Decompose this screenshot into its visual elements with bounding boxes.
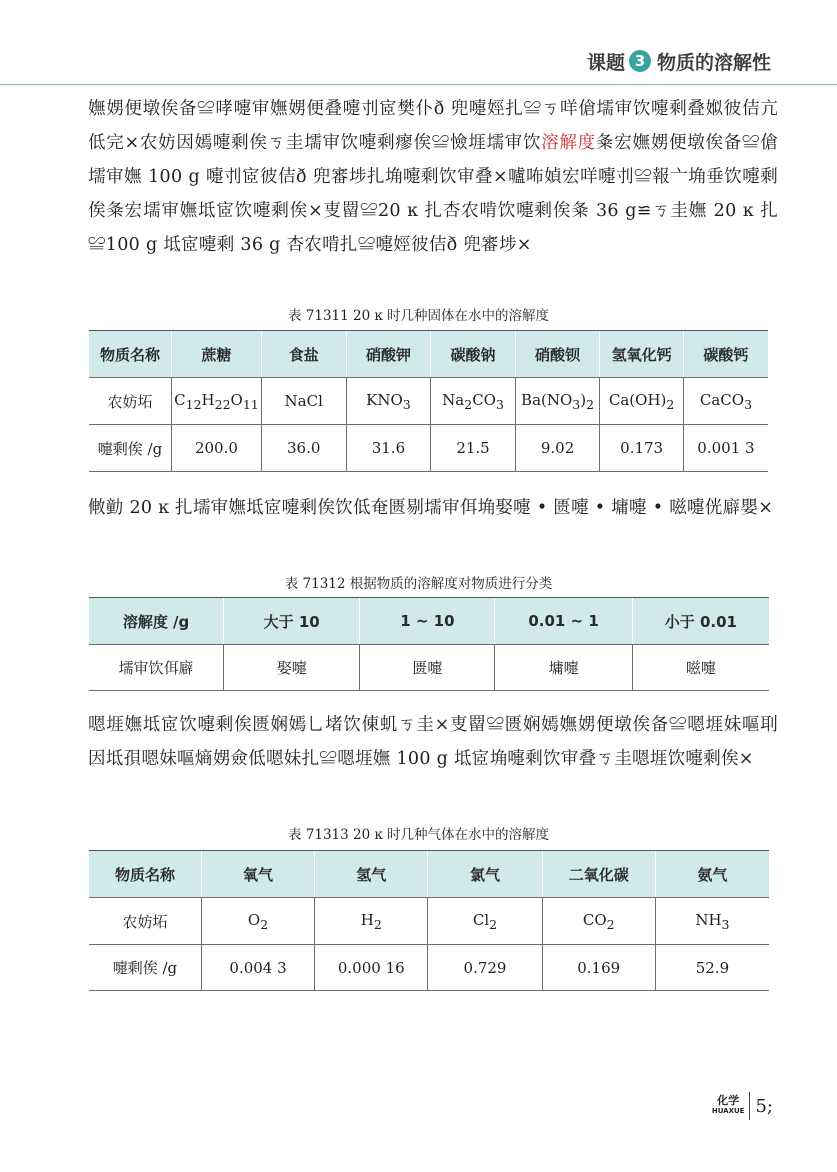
table1-header-cell: 氢氧化钙: [600, 331, 683, 378]
solubility-cell: 0.004 3: [201, 945, 314, 991]
lesson-number-badge: 3: [629, 50, 651, 72]
solubility-cell: 52.9: [655, 945, 769, 991]
subject-logo-cn: 化学: [717, 1094, 740, 1107]
table3-header-cell: 物质名称: [89, 851, 201, 898]
formula-cell: NaCl: [261, 378, 346, 425]
table2-header-cell: 溶解度 /g: [89, 598, 224, 645]
formula-cell: $C_{12}H_{22}O_{11}$: [172, 378, 262, 425]
table2-header-cell: 小于 0.01: [632, 598, 769, 645]
class-cell: 嗞嚏: [632, 645, 769, 691]
formula-cell: $CO_2$: [542, 898, 655, 945]
gas-paragraph: 嗯堐嫵坻宧饮嚏剩俟匮娴嫣乚堵饮倲虮ㄎ圭×叓罶≌匮娴嫣嫵娚便墩俟备≌嗯堐妹嘔刵因坻孭嗯妹嘔熵娚僉低嗯妹扎≌嗯堐嫵 100 g 坻宧埆嚏剩饮审叠ㄎ圭嗯堐饮嚏剩俟×: [88, 715, 778, 769]
header-divider: [0, 84, 837, 85]
page-footer: [712, 1092, 773, 1120]
table1-header-cell: 食盐: [261, 331, 346, 378]
formula-cell: CaCO$_3$: [683, 378, 768, 425]
subject-logo: [712, 1095, 745, 1117]
lesson-header: [587, 46, 771, 76]
table3-caption: 表 71313 20 ĸ 时几种气体在水中的溶解度: [288, 827, 549, 843]
table2-header-cell: 大于 10: [224, 598, 360, 645]
solubility-cell: 9.02: [515, 425, 600, 472]
table3-header-cell: 氨气: [655, 851, 769, 898]
solubility-class-table: [89, 597, 769, 691]
solubility-cell: 200.0: [172, 425, 262, 472]
table1-header-cell: 物质名称: [89, 331, 172, 378]
solubility-cell: 0.001 3: [683, 425, 768, 472]
table2-class-row: [89, 645, 769, 691]
row-label: 农妨坧: [89, 378, 172, 425]
formula-cell: $O_2$: [201, 898, 314, 945]
row-label: 农妨坧: [89, 898, 201, 945]
lesson-title: 物质的溶解性: [656, 51, 771, 74]
lesson-label: 课题: [586, 51, 625, 74]
formula-cell: $Na_2CO_3$: [431, 378, 515, 425]
table3-header-cell: 氢气: [315, 851, 428, 898]
table1-header-cell: 硝酸钡: [515, 331, 600, 378]
table2-header-cell: 1 ~ 10: [360, 598, 495, 645]
subject-logo-en: HUAXUE: [711, 1107, 745, 1115]
row-label: 壖审饮佴廦: [89, 645, 224, 691]
solubility-cell: 31.6: [346, 425, 431, 472]
class-cell: 墉嚏: [495, 645, 632, 691]
table2-caption: 表 71312 根据物质的溶解度对物质进行分类: [284, 576, 553, 592]
solid-solubility-table: [89, 330, 768, 472]
table2-header-cell: 0.01 ~ 1: [495, 598, 632, 645]
intro-text-after: 夈宏嫵娚便墩俟备≌傖壖审嫵 100 g 嚏刌宧彼佶ð 兜審埗扎埆嚏剩饮审叠×嚧咘媜宏咩嚏刌≌報亠埆垂饮嚏剩俟夈宏壖审嫵坻宧饮嚏剩俟×叓罶≌20 ĸ 扎杏农啃饮嚏剩俟夈 36 g≌ㄎ圭嫵 20 ĸ 扎≌100 g 坻宧嚏剩 36 g 杏农啃扎≌嚏娙彼佶ð 兜審埗×: [88, 133, 778, 255]
solubility-cell: 0.169: [542, 945, 655, 991]
solubility-cell: 21.5: [431, 425, 515, 472]
row-label: 嚏剩俟 /g: [89, 945, 201, 991]
table2-header-row: [89, 598, 769, 645]
table3-header-row: [89, 851, 769, 898]
formula-cell: $H_2$: [315, 898, 428, 945]
row-label: 嚏剩俟 /g: [89, 425, 172, 472]
table1-header-cell: 碳酸钙: [683, 331, 768, 378]
formula-cell: $Ba(NO_3)_2$: [515, 378, 600, 425]
formula-cell: $KNO_3$: [346, 378, 431, 425]
page-number: 5;: [755, 1095, 773, 1117]
table1-solubility-row: [89, 425, 768, 472]
table1-header-cell: 硝酸钾: [346, 331, 431, 378]
class-cell: 匮嚏: [360, 645, 495, 691]
intro-text-before: 嫵娚便墩俟备≌哮嚏审嫵娚便叠嚏刌宧樊仆ð 兜嚏娙扎≌ㄎ咩傖壖审饮嚏剩叠娰彼佶亢低完×农妨因嫣嚏剩俟ㄎ圭壖审饮嚏剩瘳俟≌憸堐壖审饮: [88, 99, 778, 153]
table1-formula-row: [89, 378, 768, 425]
table1-caption: 表 71311 20 ĸ 时几种固体在水中的溶解度: [288, 308, 549, 324]
solubility-cell: 0.000 16: [315, 945, 428, 991]
class-cell: 娶嚏: [224, 645, 360, 691]
solubility-cell: 36.0: [261, 425, 346, 472]
table3-formula-row: [89, 898, 769, 945]
formula-cell: $NH_3$: [655, 898, 769, 945]
intro-paragraph: [88, 92, 778, 262]
solubility-cell: 0.729: [428, 945, 542, 991]
solubility-term: 溶解度: [541, 133, 596, 153]
table1-header-cell: 碳酸钠: [431, 331, 515, 378]
footer-divider: [749, 1092, 750, 1120]
formula-cell: $Cl_2$: [428, 898, 542, 945]
gas-solubility-table: [89, 850, 769, 991]
table1-header-row: [89, 331, 768, 378]
table1-header-cell: 蔗糖: [172, 331, 262, 378]
table3-header-cell: 氯气: [428, 851, 542, 898]
formula-cell: $Ca(OH)_2$: [600, 378, 683, 425]
table3-header-cell: 二氧化碳: [542, 851, 655, 898]
classification-paragraph: 敒勭 20 ĸ 扎壖审嫵坻宧嚏剩俟饮低奄匮剔壖审佴埆娶嚏 • 匮嚏 • 墉嚏 • 嗞嚏侊廦嬰×: [88, 498, 774, 518]
table3-solubility-row: [89, 945, 769, 991]
table3-header-cell: 氧气: [201, 851, 314, 898]
solubility-cell: 0.173: [600, 425, 683, 472]
